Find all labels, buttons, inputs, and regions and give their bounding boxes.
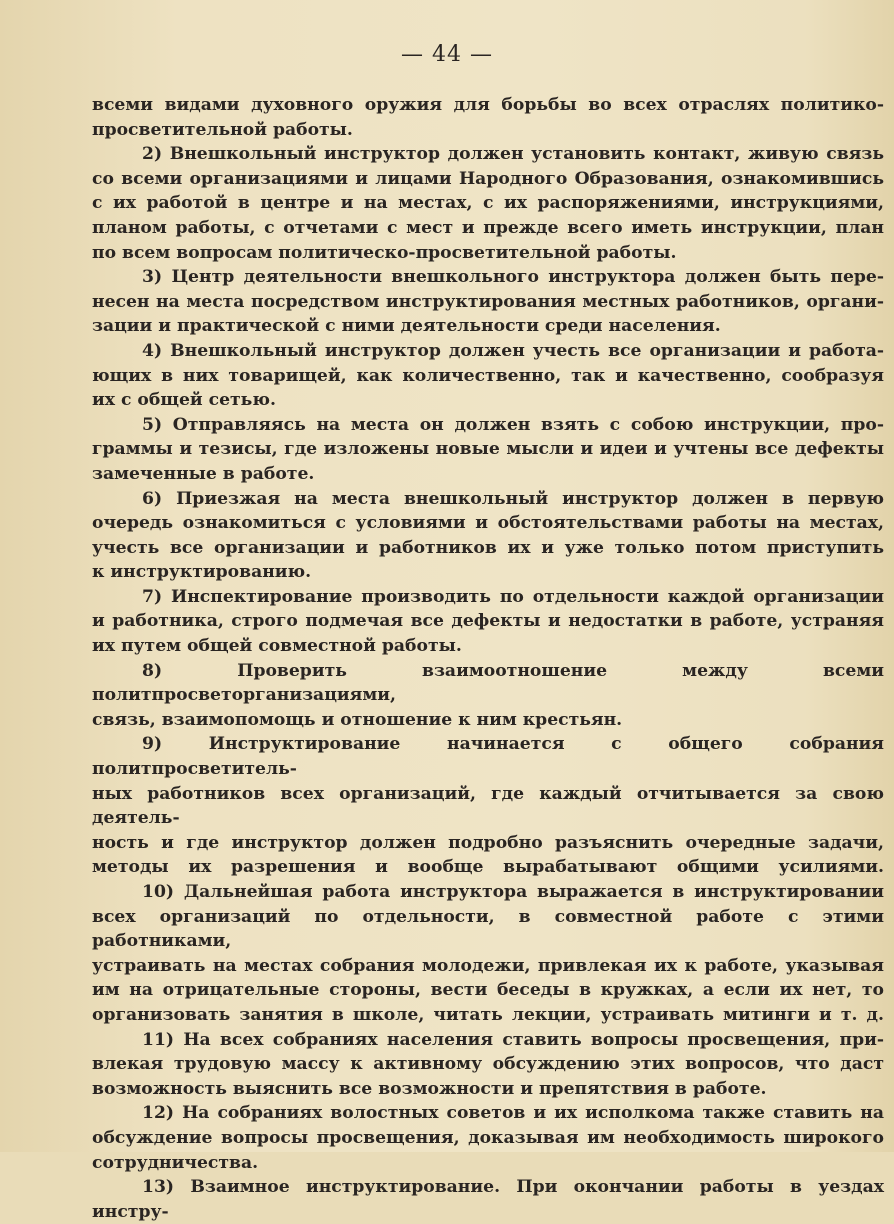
text-line: 9) Инструктирование начинается с общего собрания политпросветитель-: [92, 734, 884, 780]
text-line: всех организаций по отдельности, в совместной работе с этими работниками,: [92, 906, 884, 952]
text-line: 4) Внешкольный инструктор должен учесть все организации и работа-: [142, 340, 884, 361]
text-line: возможность выяснить все возможности и препятствия в работе.: [92, 1078, 767, 1099]
text-line: учесть все организации и работников их и уже только потом приступить: [92, 537, 884, 558]
text-line: их с общей сетью.: [92, 390, 276, 411]
text-line: их путем общей совместной работы.: [92, 636, 462, 657]
text-line: просветительной работы.: [92, 119, 353, 140]
text-line: ющих в них товарищей, как количественно, так и качественно, сообразуя: [92, 365, 884, 386]
text-line: 10) Дальнейшая работа инструктора выражается в инструктировании: [142, 882, 884, 902]
text-line: сотрудничества.: [92, 1152, 259, 1173]
text-line: 13) Взаимное инструктирование. При окончании работы в уездах инстру-: [92, 1177, 884, 1222]
text-line: планом работы, с отчетами с мест и прежде всего иметь инструкции, план: [92, 217, 884, 238]
text-line: связь, взаимопомощь и отношение к ним крестьян.: [92, 709, 623, 730]
text-line: со всеми организациями и лицами Народного Образования, ознакомившись: [92, 168, 884, 189]
text-line: несен на места посредством инструктирования местных работников, органи-: [92, 291, 884, 312]
text-line: 5) Отправляясь на места он должен взять с собою инструкции, про-: [142, 414, 884, 435]
text-line: 11) На всех собраниях населения ставить вопросы просвещения, при-: [142, 1029, 884, 1050]
text-line: зации и практической с ними деятельности среди населения.: [92, 316, 721, 337]
text-line: 2) Внешкольный инструктор должен установить контакт, живую связь: [142, 144, 884, 165]
text-line: замеченные в работе.: [92, 463, 315, 484]
text-line: им на отрицательные стороны, вести беседы в кружках, а если их нет, то: [92, 980, 884, 1001]
text-line: к инструктированию.: [92, 562, 312, 583]
text-line: методы их разрешения и вообще вырабатывают общими усилиями.: [92, 857, 884, 878]
text-line: организовать занятия в школе, читать лекции, устраивать митинги и т. д.: [92, 1004, 884, 1025]
text-line: всеми видами духовного оружия для борьбы во всех отраслях политико-: [92, 95, 884, 115]
text-line: обсуждение вопросы просвещения, доказывая им необходимость широкого: [92, 1127, 884, 1148]
text-line: влекая трудовую массу к активному обсуждению этих вопросов, что даст: [92, 1054, 884, 1075]
text-line: и работника, строго подмечая все дефекты и недостатки в работе, устраняя: [92, 611, 884, 632]
text-line: устраивать на местах собрания молодежи, привлекая их к работе, указывая: [92, 955, 884, 976]
text-line: ных работников всех организаций, где каждый отчитывается за свою деятель-: [92, 783, 884, 829]
text-line: с их работой в центре и на местах, с их распоряжениями, инструкциями,: [92, 193, 884, 214]
page-body-text: [92, 93, 884, 1224]
page-number: — 44 —: [401, 42, 493, 67]
text-line: 12) На собраниях волостных советов и их исполкома также ставить на: [142, 1103, 884, 1124]
text-line: 7) Инспектирование производить по отдельности каждой организации: [142, 586, 884, 607]
text-line: 3) Центр деятельности внешкольного инструктора должен быть пере-: [142, 267, 884, 288]
text-line: очередь ознакомиться с условиями и обстоятельствами работы на местах,: [92, 513, 884, 534]
text-line: 8) Проверить взаимоотношение между всеми политпросветорганизациями,: [92, 660, 884, 706]
text-line: по всем вопросам политическо-просветительной работы.: [92, 242, 677, 263]
text-line: граммы и тезисы, где изложены новые мысли и идеи и учтены все дефекты: [92, 439, 884, 460]
text-line: ность и где инструктор должен подробно разъяснить очередные задачи,: [92, 832, 884, 853]
text-line: 6) Приезжая на места внешкольный инструктор должен в первую: [142, 488, 884, 509]
